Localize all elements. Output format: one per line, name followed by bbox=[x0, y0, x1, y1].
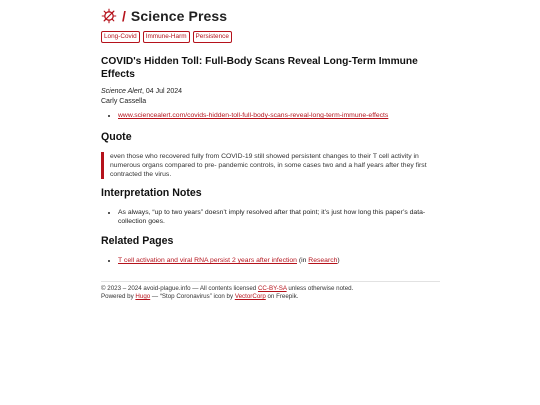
related-in-text: (in bbox=[296, 257, 309, 264]
footer-divider bbox=[101, 281, 440, 282]
tag-long-covid[interactable]: Long-Covid bbox=[101, 31, 140, 43]
related-page-link[interactable]: T cell activation and viral RNA persist 2 years after infection bbox=[118, 257, 297, 264]
site-header bbox=[101, 7, 227, 25]
article-source: Science Alert bbox=[101, 88, 142, 95]
hugo-link[interactable]: Hugo bbox=[135, 293, 151, 301]
article-title: COVID's Hidden Toll: Full-Body Scans Reveal Long-Term Immune Effects bbox=[101, 56, 418, 80]
related-category-link[interactable]: Research bbox=[308, 257, 338, 264]
related-heading: Related Pages bbox=[101, 235, 174, 247]
notes-heading: Interpretation Notes bbox=[101, 187, 202, 199]
related-close: ) bbox=[337, 257, 340, 264]
article-byline bbox=[101, 87, 182, 106]
footer-license-line bbox=[101, 285, 353, 293]
source-url-link[interactable]: www.sciencealert.com/covids-hidden-toll-full-body-scans-reveal-long-term-immune-effects bbox=[118, 112, 389, 119]
tag-persistence[interactable]: Persistence bbox=[193, 31, 232, 43]
footer-powered: Powered by bbox=[101, 293, 136, 301]
site-footer bbox=[101, 285, 353, 302]
vectorcorp-link[interactable]: VectorCorp bbox=[234, 293, 266, 301]
title-slash: / bbox=[122, 8, 126, 24]
list-item bbox=[118, 256, 340, 265]
footer-freepik: on Freepik. bbox=[265, 293, 299, 301]
tag-immune-harm[interactable]: Immune-Harm bbox=[143, 31, 190, 43]
footer-icon-credit: — “Stop Coronavirus” icon by bbox=[150, 293, 235, 301]
article-date: , 04 Jul 2024 bbox=[141, 88, 183, 95]
tag-list bbox=[101, 31, 232, 43]
list-item bbox=[118, 112, 388, 121]
coronavirus-stop-icon[interactable] bbox=[101, 8, 117, 24]
article-author: Carly Cassella bbox=[101, 97, 147, 105]
footer-credits-line bbox=[101, 293, 353, 301]
related-list bbox=[101, 256, 340, 265]
quote-heading: Quote bbox=[101, 131, 132, 143]
source-links bbox=[101, 112, 388, 121]
source-date bbox=[101, 87, 182, 97]
site-name[interactable]: Science Press bbox=[130, 8, 228, 24]
list-item: • As always, “up to two years” doesn’t imply resolved after that point; it’s just how long this paper’s data-collection goes. bbox=[118, 208, 448, 226]
footer-copyright: © 2023 – 2024 avoid-plague.info — All contents licensed bbox=[101, 285, 258, 292]
license-link[interactable]: CC-BY-SA bbox=[257, 285, 287, 292]
footer-license-note: unless otherwise noted. bbox=[286, 285, 354, 292]
notes-list bbox=[101, 208, 448, 226]
article-quote: even those who recovered fully from COVID-19 still showed persistent changes to their T cell activity in numerous organs compared to pre- pandemic controls, in some cases two and a half years after they first contracted the virus. bbox=[101, 152, 444, 179]
